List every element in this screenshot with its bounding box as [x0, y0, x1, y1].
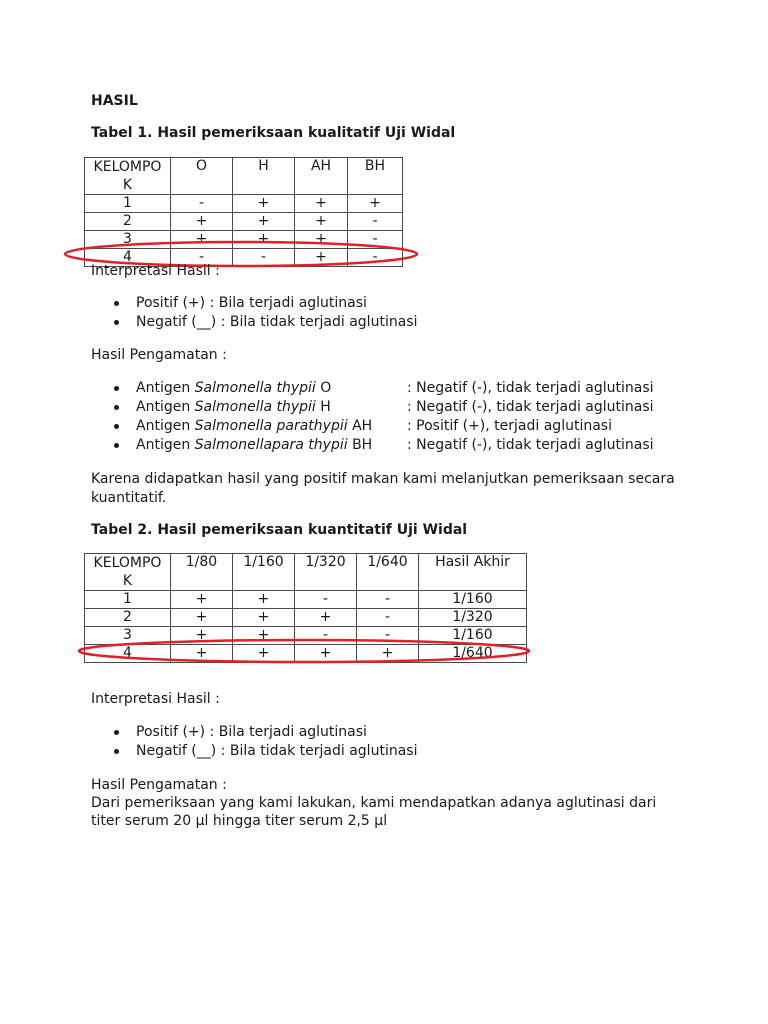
- bullet-icon: [114, 424, 119, 429]
- table-cell: +: [233, 609, 295, 627]
- table-cell: 4: [85, 249, 171, 267]
- observation-title: Hasil Pengamatan :: [91, 347, 227, 363]
- header-cell-group: KELOMPO K: [85, 554, 171, 591]
- bullet-icon: [114, 749, 119, 754]
- table-row: [85, 231, 403, 249]
- quantitative-table: [84, 553, 527, 663]
- header-cell: 1/160: [233, 554, 295, 591]
- section-title: HASIL: [91, 93, 138, 109]
- table-cell: +: [357, 645, 419, 663]
- table-cell: 1/160: [419, 627, 527, 645]
- table-cell: +: [295, 231, 348, 249]
- table-cell: 2: [85, 609, 171, 627]
- table-cell: -: [357, 627, 419, 645]
- table2-caption: Tabel 2. Hasil pemeriksaan kuantitatif Uji Widal: [91, 522, 468, 538]
- table-cell: +: [295, 609, 357, 627]
- observation-title: Hasil Pengamatan :: [91, 777, 227, 793]
- paragraph-line: Karena didapatkan hasil yang positif makan kami melanjutkan pemeriksaan secara: [91, 471, 675, 487]
- bullet-icon: [114, 386, 119, 391]
- table-cell: +: [295, 213, 348, 231]
- table-cell: +: [348, 195, 403, 213]
- table-cell: +: [171, 591, 233, 609]
- table-cell: -: [348, 231, 403, 249]
- table-cell: +: [171, 213, 233, 231]
- table-cell: -: [295, 627, 357, 645]
- table-cell: -: [295, 591, 357, 609]
- header-cell-group: KELOMPO K: [85, 158, 171, 195]
- header-cell: 1/320: [295, 554, 357, 591]
- table-header-row: [85, 554, 527, 591]
- table-cell: +: [233, 645, 295, 663]
- bullet-icon: [114, 320, 119, 325]
- table-cell: 1/320: [419, 609, 527, 627]
- interpretation-title: Interpretasi Hasil :: [91, 263, 220, 279]
- bullet-icon: [114, 443, 119, 448]
- table-cell: +: [233, 591, 295, 609]
- bullet-icon: [114, 301, 119, 306]
- table-header-row: [85, 158, 403, 195]
- table-cell: +: [295, 645, 357, 663]
- table-cell: +: [233, 213, 295, 231]
- table-row: [85, 645, 527, 663]
- table-cell: 3: [85, 231, 171, 249]
- table-cell: -: [171, 249, 233, 267]
- table-cell: +: [233, 627, 295, 645]
- header-cell: O: [171, 158, 233, 195]
- table-row: [85, 627, 527, 645]
- table-cell: 1: [85, 591, 171, 609]
- table-cell: +: [295, 195, 348, 213]
- table-cell: -: [171, 195, 233, 213]
- table-cell: +: [171, 645, 233, 663]
- table-cell: -: [357, 591, 419, 609]
- table-cell: -: [357, 609, 419, 627]
- table-cell: 4: [85, 645, 171, 663]
- document-page: HASIL Tabel 1. Hasil pemeriksaan kualitatif Uji Widal KELOMPO K O H AH BH 1 - + + + 2 + + + - 3 + + + - 4 - - + - Interpretasi Hasil : Positif (+) : Bila terjadi aglutinasi Negatif (__) : Bila tidak terjadi aglutinasi Hasil Pengamatan : Antigen Salmonella thypii O : Negatif (-), tidak terjadi aglutinasi Antigen Salmonella thypii H : Negatif (-), tidak terjadi aglutinasi Antigen Salmonella parathypii AH : Positif (+), terjadi aglutinasi Antigen Salmonellapara thypii BH : Negatif (-), tidak terjadi aglutinasi Karena didapatkan hasil yang positif makan kami melanjutkan pemeriksaan secara kuantitatif. Tabel 2. Hasil pemeriksaan kuantitatif Uji Widal KELOMPO K 1/80 1/160 1/320 1/640 Hasil Akhir 1 + + - - 1/160 2 + + + - 1/320 3 + + - - 1/160 4 + + + + 1/640 Interpretasi Hasil : Positif (+) : Bila terjadi aglutinasi Negatif (__) : Bila tidak terjadi aglutinasi Hasil Pengamatan : Dari pemeriksaan yang kami lakukan, kami mendapatkan adanya aglutinasi dari titer serum 20 µl hingga titer serum 2,5 µl: [0, 0, 768, 1024]
- table-cell: +: [171, 609, 233, 627]
- table-cell: -: [348, 213, 403, 231]
- table-cell: +: [171, 627, 233, 645]
- table-row: [85, 213, 403, 231]
- table-cell: -: [348, 249, 403, 267]
- header-cell: BH: [348, 158, 403, 195]
- table-row: [85, 591, 527, 609]
- table-cell: 1/160: [419, 591, 527, 609]
- header-cell: H: [233, 158, 295, 195]
- interpretation-title: Interpretasi Hasil :: [91, 691, 220, 707]
- header-cell: 1/80: [171, 554, 233, 591]
- header-cell: 1/640: [357, 554, 419, 591]
- table-cell: +: [233, 195, 295, 213]
- paragraph-line: titer serum 20 µl hingga titer serum 2,5 µl: [91, 813, 388, 829]
- qualitative-table: [84, 157, 403, 267]
- header-cell: Hasil Akhir: [419, 554, 527, 591]
- table-cell: 3: [85, 627, 171, 645]
- table-cell: +: [295, 249, 348, 267]
- table-cell: +: [233, 231, 295, 249]
- table-cell: -: [233, 249, 295, 267]
- table-row: [85, 195, 403, 213]
- table-cell: 2: [85, 213, 171, 231]
- table-cell: +: [171, 231, 233, 249]
- bullet-icon: [114, 730, 119, 735]
- bullet-icon: [114, 405, 119, 410]
- table-cell: 1: [85, 195, 171, 213]
- paragraph-line: Dari pemeriksaan yang kami lakukan, kami mendapatkan adanya aglutinasi dari: [91, 795, 657, 811]
- table-row: [85, 609, 527, 627]
- table1-caption: Tabel 1. Hasil pemeriksaan kualitatif Uji Widal: [91, 125, 456, 141]
- paragraph-line: kuantitatif.: [91, 490, 167, 506]
- table-cell: 1/640: [419, 645, 527, 663]
- header-cell: AH: [295, 158, 348, 195]
